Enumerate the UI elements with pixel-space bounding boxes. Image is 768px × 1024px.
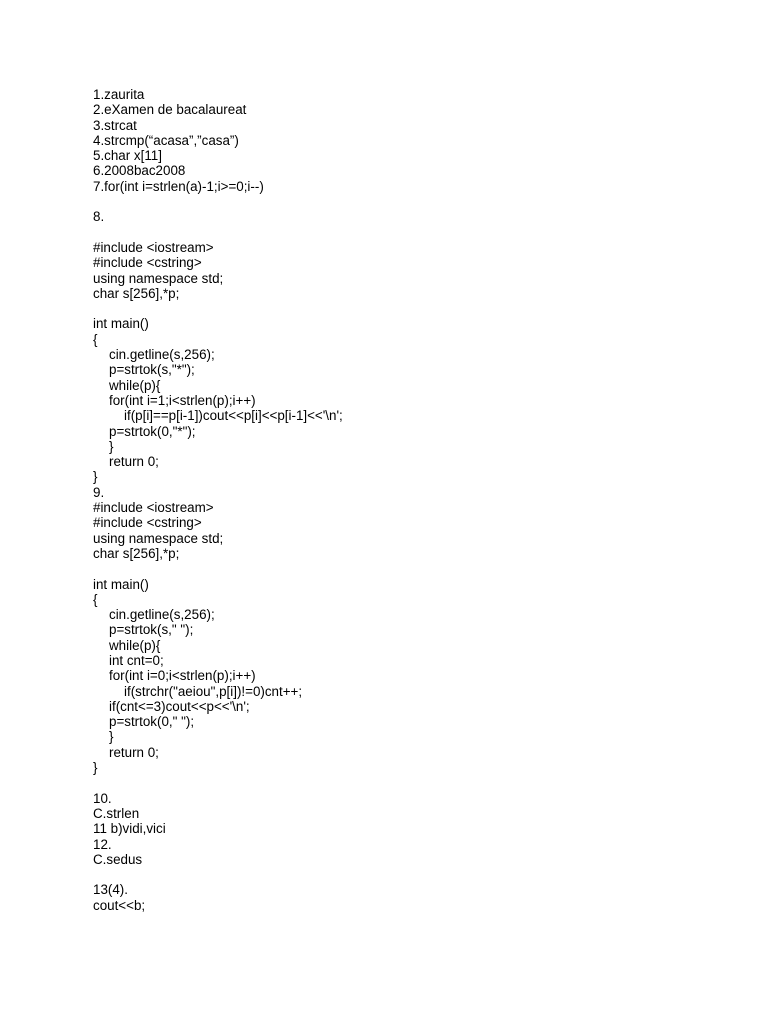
code-line: { — [93, 331, 98, 347]
code-line: return 0; — [109, 744, 159, 760]
code-line: #include <iostream> — [93, 500, 214, 516]
answer-11: 11 b)vidi,vici — [93, 821, 166, 837]
document-body — [93, 87, 713, 913]
spacer — [93, 775, 713, 790]
answer-12: C.sedus — [93, 851, 143, 867]
answers-10-12 — [93, 791, 713, 867]
code-line: if(p[i]==p[i-1])cout<<p[i]<<p[i-1]<<'\n'; — [124, 408, 343, 424]
answer-6: 6.2008bac2008 — [93, 163, 186, 179]
code-line: using namespace std; — [93, 270, 224, 286]
spacer — [93, 867, 713, 882]
item-9-label: 9. — [93, 484, 105, 500]
code-line: p=strtok(s,"*"); — [109, 362, 195, 378]
answer-7: 7.for(int i=strlen(a)-1;i>=0;i--) — [93, 178, 264, 194]
answer-3: 3.strcat — [93, 117, 137, 133]
answer-4: 4.strcmp(“acasa”,”casa”) — [93, 132, 239, 148]
code-line: int main() — [93, 316, 149, 332]
item-13-label: 13(4). — [93, 882, 128, 898]
code-line: while(p){ — [109, 377, 161, 393]
answer-2: 2.eXamen de bacalaureat — [93, 102, 247, 118]
code-line: char s[256],*p; — [93, 545, 180, 561]
code-line: for(int i=0;i<strlen(p);i++) — [109, 668, 256, 684]
item-8-label: 8. — [93, 209, 105, 225]
code-line: int cnt=0; — [109, 652, 164, 668]
code-line: cout<<b; — [93, 897, 146, 913]
item-13 — [93, 882, 713, 913]
code-line: int main() — [93, 576, 149, 592]
code-line: using namespace std; — [93, 530, 224, 546]
code-line: cin.getline(s,256); — [109, 347, 215, 363]
item-8-code — [93, 209, 713, 484]
answer-10: C.strlen — [93, 805, 140, 821]
code-line: char s[256],*p; — [93, 285, 180, 301]
spacer — [93, 225, 713, 240]
code-line: return 0; — [109, 454, 159, 470]
answer-5: 5.char x[11] — [93, 148, 162, 164]
code-line: cin.getline(s,256); — [109, 607, 215, 623]
code-line: } — [109, 438, 114, 454]
code-line: p=strtok(0,"*"); — [109, 423, 196, 439]
answer-12-label: 12. — [93, 836, 112, 852]
code-line: } — [109, 729, 114, 745]
spacer — [93, 301, 713, 316]
spacer — [93, 561, 713, 576]
code-line: while(p){ — [109, 637, 161, 653]
code-line: p=strtok(0," "); — [109, 714, 195, 730]
item-9-code — [93, 485, 713, 776]
code-line: } — [93, 469, 98, 485]
code-line: if(strchr("aeiou",p[i])!=0)cnt++; — [124, 683, 303, 699]
code-line: } — [93, 760, 98, 776]
answers-1-7 — [93, 87, 713, 194]
code-line: #include <iostream> — [93, 239, 214, 255]
code-line: p=strtok(s," "); — [109, 622, 194, 638]
code-line: { — [93, 591, 98, 607]
code-line: #include <cstring> — [93, 255, 202, 271]
code-line: if(cnt<=3)cout<<p<<'\n'; — [109, 698, 250, 714]
code-line: #include <cstring> — [93, 515, 202, 531]
code-line: for(int i=1;i<strlen(p);i++) — [109, 392, 256, 408]
spacer — [93, 194, 713, 209]
answer-1: 1.zaurita — [93, 87, 145, 102]
answer-10-label: 10. — [93, 790, 112, 806]
